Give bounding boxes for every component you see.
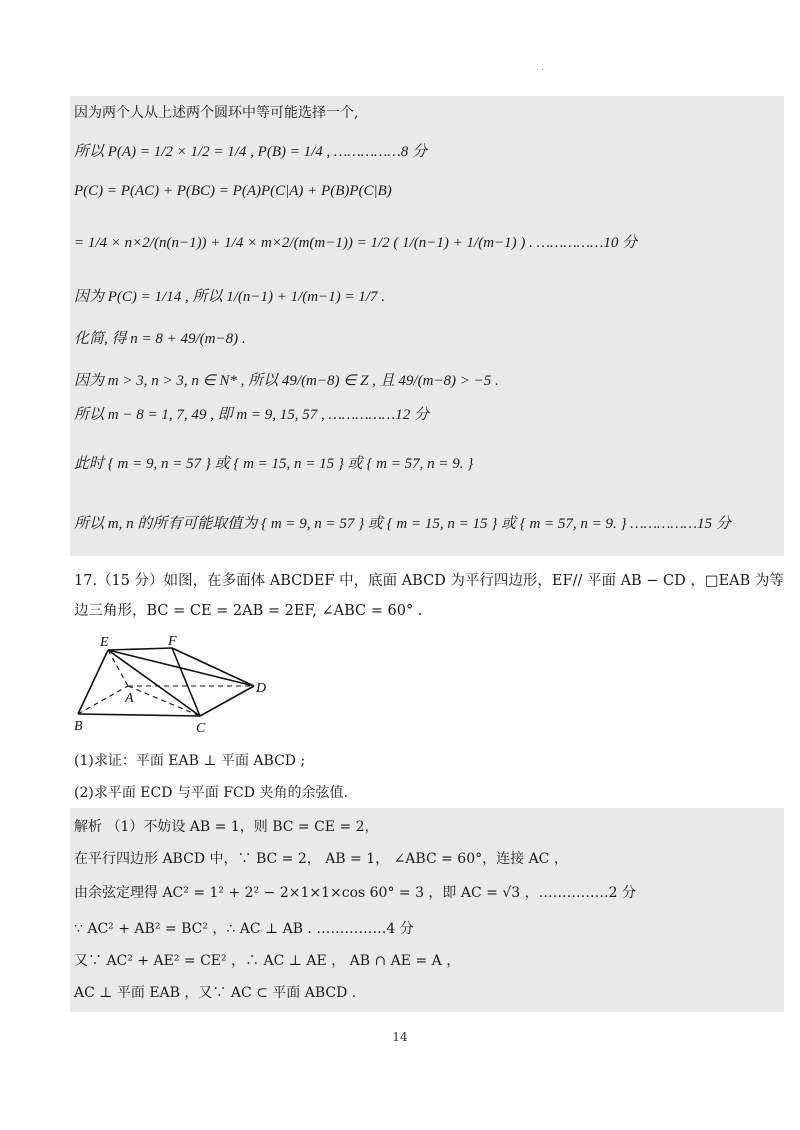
label-D: D bbox=[256, 681, 267, 696]
solution-line: 解析 （1）不妨设 AB = 1，则 BC = CE = 2， bbox=[74, 819, 379, 835]
solution-line: 因为 P(C) = 1/14 , 所以 1/(n−1) + 1/(m−1) = 1/7 . bbox=[74, 289, 386, 305]
solution-line: 由余弦定理得 AC² = 1² + 2² − 2×1×1×cos 60° = 3 ，即 AC = √3 ，……………2 分 bbox=[74, 885, 636, 901]
solution-line: 又∵ AC² + AE² = CE² ，∴ AC ⊥ AE ， AB ∩ AE = A ， bbox=[74, 953, 461, 969]
polyhedron-figure bbox=[72, 630, 292, 740]
solution-panel-2 bbox=[70, 808, 784, 1012]
label-E: E bbox=[100, 635, 109, 650]
solution-line: = 1/4 × n×2/(n(n−1)) + 1/4 × m×2/(m(m−1)) = 1/2 ( 1/(n−1) + 1/(m−1) ) . ……………10 分 bbox=[74, 235, 638, 251]
solution-line: P(C) = P(AC) + P(BC) = P(A)P(C|A) + P(B)P(C|B) bbox=[74, 183, 392, 199]
question-17-part2: (2)求平面 ECD 与平面 FCD 夹角的余弦值. bbox=[74, 785, 348, 801]
label-F: F bbox=[168, 634, 177, 649]
stray-mark: . bbox=[541, 62, 545, 73]
label-B: B bbox=[74, 719, 83, 734]
page-number: 14 bbox=[392, 1030, 408, 1044]
question-17-part1: (1)求证：平面 EAB ⊥ 平面 ABCD ; bbox=[74, 753, 306, 769]
solution-line: 所以 m − 8 = 1, 7, 49 , 即 m = 9, 15, 57 , ……………12 分 bbox=[74, 407, 429, 423]
solution-line: 所以 m, n 的所有可能取值为 { m = 9, n = 57 } 或 { m = 15, n = 15 } 或 { m = 57, n = 9. } ……………15 分 bbox=[74, 516, 731, 532]
label-C: C bbox=[196, 721, 206, 736]
solution-line: ∵ AC² + AB² = BC² ，∴ AC ⊥ AB . ……………4 分 bbox=[74, 921, 414, 937]
solution-line: 因为两个人从上述两个圆环中等可能选择一个, bbox=[74, 105, 359, 121]
solution-line: 此时 { m = 9, n = 57 } 或 { m = 15, n = 15 } 或 { m = 57, n = 9. } bbox=[74, 456, 474, 472]
solution-line: 因为 m > 3, n > 3, n ∈ N* , 所以 49/(m−8) ∈ Z , 且 49/(m−8) > −5 . bbox=[74, 373, 499, 389]
solution-line: 所以 P(A) = 1/2 × 1/2 = 1/4 , P(B) = 1/4 , ……………8 分 bbox=[74, 144, 427, 160]
solution-line: AC ⊥ 平面 EAB ，又∵ AC ⊂ 平面 ABCD . bbox=[74, 985, 357, 1001]
solution-line: 化简, 得 n = 8 + 49/(m−8) . bbox=[74, 331, 246, 347]
solution-panel-1 bbox=[70, 96, 784, 556]
solution-line: 在平行四边形 ABCD 中，∵ BC = 2， AB = 1， ∠ABC = 60°，连接 AC ， bbox=[74, 851, 568, 867]
question-17-stem: 17.（15 分）如图，在多面体 ABCDEF 中，底面 ABCD 为平行四边形，EF// 平面 AB − CD ，□EAB 为等边三角形，BC = CE = 2AB = 2EF, ∠ABC = 60° . bbox=[74, 573, 784, 619]
label-A: A bbox=[125, 691, 134, 706]
